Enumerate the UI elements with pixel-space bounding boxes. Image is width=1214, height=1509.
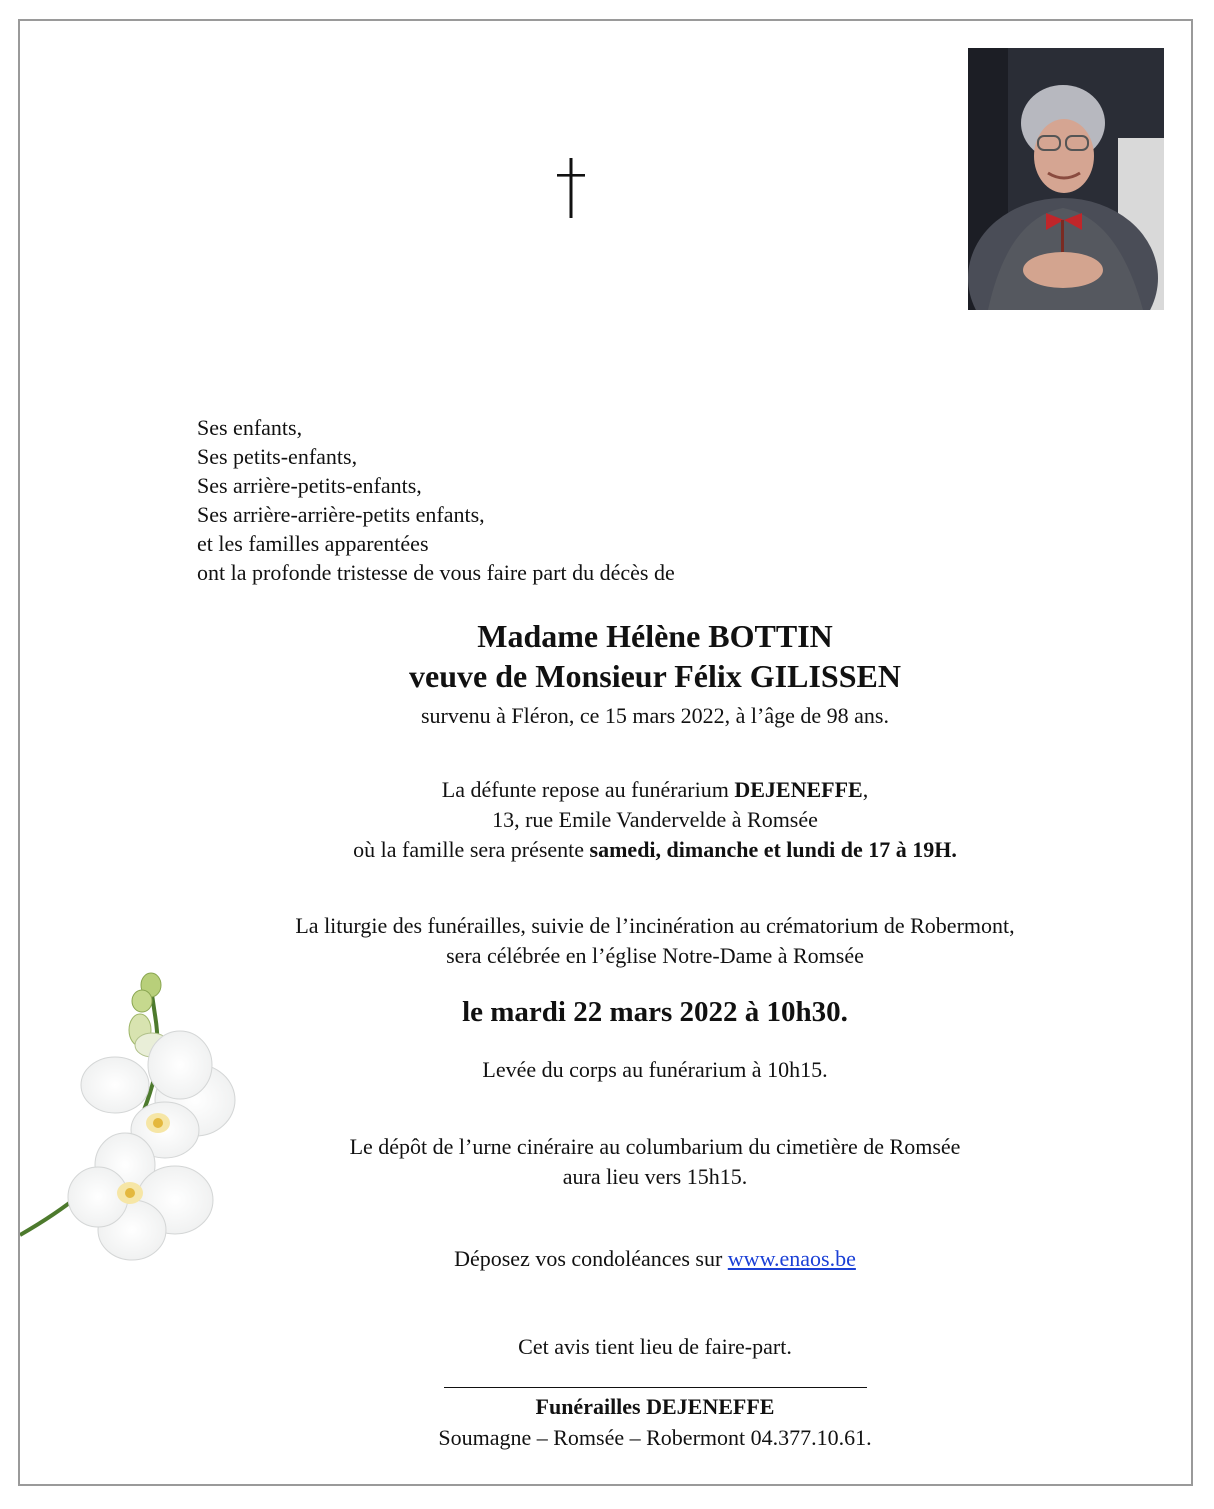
deceased-widow: veuve de Monsieur Félix GILISSEN bbox=[409, 658, 901, 694]
portrait-image bbox=[968, 48, 1164, 310]
funerarium-suffix: , bbox=[862, 777, 869, 802]
funerarium-name: DEJENEFFE bbox=[734, 777, 863, 802]
portrait-photo bbox=[968, 48, 1164, 310]
funerarium-line-1 bbox=[220, 775, 1090, 805]
funerarium-prefix: La défunte repose au funérarium bbox=[441, 777, 735, 802]
deceased-details: survenu à Fléron, ce 15 mars 2022, à l’âge de 98 ans. bbox=[421, 703, 889, 728]
presence-times: samedi, dimanche et lundi de 17 à 19H. bbox=[589, 837, 957, 862]
intro-line: et les familles apparentées bbox=[197, 531, 429, 556]
intro-line: Ses enfants, bbox=[197, 415, 303, 440]
footer-divider bbox=[444, 1387, 867, 1388]
orchid-flower-image bbox=[20, 965, 280, 1280]
urn-block bbox=[220, 1132, 1090, 1192]
presence-prefix: où la famille sera présente bbox=[353, 837, 590, 862]
intro-text bbox=[197, 413, 675, 587]
condolences-link[interactable]: www.enaos.be bbox=[727, 1246, 856, 1271]
deceased-name: Madame Hélène BOTTIN bbox=[477, 618, 833, 654]
funerarium-line-3 bbox=[220, 835, 1090, 865]
intro-line: Ses petits-enfants, bbox=[197, 444, 358, 469]
levee-text: Levée du corps au funérarium à 10h15. bbox=[482, 1057, 828, 1082]
liturgy-block bbox=[220, 911, 1090, 971]
condolences-line bbox=[220, 1244, 1090, 1274]
deceased-name-block bbox=[220, 616, 1090, 696]
intro-line: Ses arrière-petits-enfants, bbox=[197, 473, 422, 498]
ceremony-date: le mardi 22 mars 2022 à 10h30. bbox=[462, 996, 848, 1028]
cross-icon bbox=[556, 158, 586, 218]
notice-text: Cet avis tient lieu de faire-part. bbox=[518, 1334, 792, 1359]
footer-address: Soumagne – Romsée – Robermont 04.377.10.61. bbox=[438, 1425, 872, 1450]
urn-line-1: Le dépôt de l’urne cinéraire au columbarium du cimetière de Romsée bbox=[349, 1134, 961, 1159]
urn-line-2: aura lieu vers 15h15. bbox=[562, 1164, 748, 1189]
footer-block bbox=[220, 1391, 1090, 1453]
funerarium-block bbox=[220, 775, 1090, 865]
condolences-prefix: Déposez vos condoléances sur bbox=[454, 1246, 728, 1271]
liturgy-line-2: sera célébrée en l’église Notre-Dame à Romsée bbox=[446, 943, 864, 968]
intro-line: Ses arrière-arrière-petits enfants, bbox=[197, 502, 485, 527]
liturgy-line-1: La liturgie des funérailles, suivie de l’incinération au crématorium de Robermont, bbox=[295, 913, 1015, 938]
funerarium-address: 13, rue Emile Vandervelde à Romsée bbox=[492, 807, 818, 832]
intro-line: ont la profonde tristesse de vous faire part du décès de bbox=[197, 560, 675, 585]
footer-company: Funérailles DEJENEFFE bbox=[535, 1394, 775, 1419]
